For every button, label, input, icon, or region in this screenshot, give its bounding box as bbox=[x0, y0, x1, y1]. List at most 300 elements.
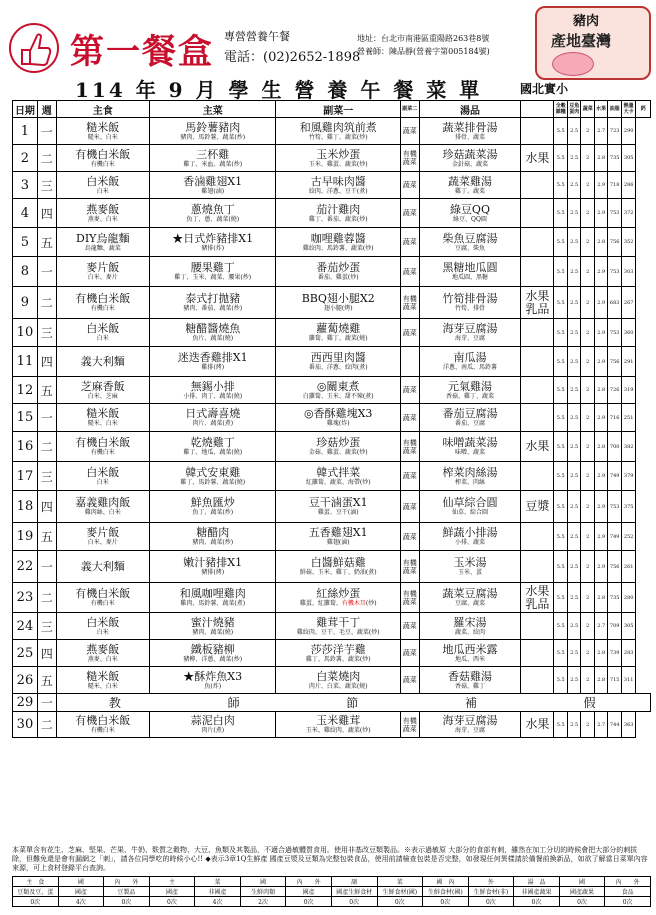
source-cell: 生鮮食材(非) bbox=[468, 887, 514, 897]
side-dish-cell-name: 咖哩雞蓉醬 bbox=[310, 231, 366, 245]
staple-cell-ingredients: 白米 bbox=[96, 628, 109, 636]
soup-cell-ingredients: 排骨、蔬菜 bbox=[454, 133, 485, 141]
weekday-cell: 四 bbox=[37, 640, 56, 667]
nutrition-cell: 5.5 bbox=[554, 491, 567, 523]
nutrition-cell: 2.5 bbox=[567, 118, 580, 145]
nutrition-cell: 2.5 bbox=[567, 228, 580, 257]
date-cell: 16 bbox=[13, 432, 38, 462]
nutrition-cell: 2 bbox=[581, 462, 594, 491]
fruit-cell bbox=[521, 462, 554, 491]
staple-cell-name: 義大利麵 bbox=[80, 560, 125, 573]
date-cell: 30 bbox=[13, 712, 38, 738]
source-cell: 副 bbox=[331, 877, 377, 887]
main-dish-cell-name: 嫩汁豬排X1 bbox=[183, 556, 243, 569]
source-cell: 內 外 bbox=[605, 877, 651, 887]
staple-cell bbox=[56, 404, 149, 432]
nutrition-cell: 2.8 bbox=[594, 377, 607, 404]
side-dish-cell bbox=[276, 667, 400, 694]
nutrition-cell: 2.9 bbox=[594, 551, 607, 583]
main-dish-cell-ingredients: 豬肉、蔬菜(燒) bbox=[192, 628, 234, 636]
staple-cell-ingredients: 糙米、白米 bbox=[87, 682, 118, 690]
menu-row bbox=[13, 347, 651, 377]
soup-cell-name: 南瓜湯 bbox=[453, 351, 487, 364]
staple-cell-name: 白米飯 bbox=[86, 174, 120, 188]
staple-cell bbox=[56, 583, 149, 613]
side-dish-cell-ingredients: 金菇、雞蛋、蔬菜(炒) bbox=[308, 449, 368, 456]
side-dish-cell-ingredients: 雞塊(炸) bbox=[326, 420, 350, 427]
weekday-cell: 二 bbox=[37, 712, 56, 738]
side-dish-cell-name: 白醬鮮菇雞 bbox=[310, 556, 366, 569]
staple-cell-ingredients: 烏龍麵、蔬菜 bbox=[84, 244, 121, 252]
nutrition-cell: 252 bbox=[621, 523, 636, 551]
source-cell: 0次 bbox=[286, 897, 332, 907]
nutrition-cell: 2 bbox=[581, 347, 594, 377]
weekday-cell: 五 bbox=[37, 228, 56, 257]
side-dish-cell-name: 雞茸干丁 bbox=[316, 615, 361, 629]
nutrition-cell: 2 bbox=[581, 118, 594, 145]
soup-cell-name: 味噌蔬菜湯 bbox=[442, 436, 498, 449]
nutrition-cell: 5.5 bbox=[554, 613, 567, 640]
nutrition-cell: 2.5 bbox=[567, 667, 580, 694]
side-dish-cell-ingredients: 竹筍、雞丁、蔬菜(炒) bbox=[308, 133, 368, 141]
soup-cell-name: 仙草綜合圓 bbox=[442, 496, 498, 509]
soup-cell-name: 海芽豆腐湯 bbox=[442, 714, 498, 727]
soup-cell bbox=[419, 287, 521, 319]
main-dish-cell-name: 糖醋醬燒魚 bbox=[185, 322, 241, 335]
nutrition-cell: 363 bbox=[621, 712, 636, 738]
nutrition-cell: 2 bbox=[581, 551, 594, 583]
holiday-char: 師 bbox=[227, 696, 242, 710]
nutrition-cell: 5.5 bbox=[554, 551, 567, 583]
staple-cell-name: DIY烏龍麵 bbox=[76, 231, 130, 245]
weekday-cell: 一 bbox=[37, 118, 56, 145]
staple-cell bbox=[56, 712, 149, 738]
vegetable-cell: 蔬菜 bbox=[400, 257, 419, 287]
side-dish-cell bbox=[276, 462, 400, 491]
nutrition-cell: 2 bbox=[581, 257, 594, 287]
vegetable-cell: 有機蔬菜 bbox=[400, 432, 419, 462]
fruit-cell bbox=[521, 551, 554, 583]
soup-cell-name: 香菇雞湯 bbox=[447, 669, 492, 683]
nutrition-cell: 753 bbox=[608, 319, 621, 347]
soup-cell-ingredients: 綠豆、QQ圓 bbox=[453, 215, 487, 223]
nutrition-cell: 5.5 bbox=[554, 172, 567, 199]
nutrition-cell: 753 bbox=[608, 491, 621, 523]
soup-cell bbox=[419, 551, 521, 583]
nutrition-cell: 360 bbox=[621, 319, 636, 347]
main-dish-cell-name: 糖醋肉 bbox=[196, 526, 230, 539]
address: 地址：台北市南港區重陽路263巷8號 bbox=[357, 34, 490, 43]
soup-cell-ingredients: 蔬菜、絞肉 bbox=[454, 628, 485, 636]
soup-cell-ingredients: 番茄、豆腐 bbox=[454, 420, 485, 427]
menu-row bbox=[13, 287, 651, 319]
col-header: 湯品 bbox=[419, 101, 521, 118]
vegetable-cell: 蔬菜 bbox=[400, 377, 419, 404]
staple-cell bbox=[56, 228, 149, 257]
fruit-cell bbox=[521, 523, 554, 551]
soup-cell-ingredients: 海芽、豆腐 bbox=[454, 335, 485, 342]
source-cell: 4次 bbox=[195, 897, 241, 907]
nutrition-cell: 2.9 bbox=[594, 287, 607, 319]
staple-cell-name: 麥片飯 bbox=[86, 526, 120, 539]
nutrition-cell: 305 bbox=[621, 613, 636, 640]
school-name: 國北實小 bbox=[520, 82, 569, 96]
vegetable-cell: 有機蔬菜 bbox=[400, 583, 419, 613]
side-dish-cell-name: 蘿蔔燒雞 bbox=[316, 322, 361, 335]
nutrition-cell: 2.9 bbox=[594, 199, 607, 228]
vegetable-cell: 蔬菜 bbox=[400, 523, 419, 551]
date-cell: 1 bbox=[13, 118, 38, 145]
source-cell: 國產 bbox=[58, 887, 104, 897]
nutrition-cell: 2.9 bbox=[594, 319, 607, 347]
main-dish-cell-ingredients: 肉片(煮) bbox=[201, 727, 225, 734]
nutrition-cell: 2.5 bbox=[567, 523, 580, 551]
side-dish-cell-name: 白菜燒肉 bbox=[316, 669, 361, 683]
source-cell: 0次 bbox=[149, 897, 195, 907]
nutrition-cell: 2.5 bbox=[567, 287, 580, 319]
side-dish-cell-ingredients: 絞肉、洋蔥、豆干(煮) bbox=[308, 187, 368, 195]
source-cell: 菜 bbox=[377, 877, 423, 887]
side-dish-cell-name: 韓式拌菜 bbox=[316, 465, 361, 479]
source-cell: 湯 品 bbox=[514, 877, 560, 887]
side-dish-cell bbox=[276, 257, 400, 287]
nutrition-cell: 5.5 bbox=[554, 319, 567, 347]
main-dish-cell-name: 鐵板豬柳 bbox=[190, 642, 235, 656]
vegetable-cell: 蔬菜 bbox=[400, 319, 419, 347]
side-dish-cell-name: 和風雞肉筑前煮 bbox=[299, 120, 377, 134]
soup-cell-ingredients: 地瓜圓、黑糖 bbox=[451, 274, 488, 281]
main-dish-cell-ingredients: 雞排(烤) bbox=[201, 364, 225, 371]
nutrition-cell: 716 bbox=[608, 404, 621, 432]
main-dish-cell bbox=[149, 667, 276, 694]
staple-cell-name: 燕麥飯 bbox=[86, 642, 120, 656]
date-cell: 25 bbox=[13, 640, 38, 667]
side-dish-cell-ingredients: 番茄、洋蔥、絞肉(煮) bbox=[308, 364, 368, 371]
main-dish-cell bbox=[149, 347, 276, 377]
nutrition-cell: 749 bbox=[608, 462, 621, 491]
side-dish-cell-ingredients: 玉米、雞絞肉、蔬菜(炒) bbox=[305, 727, 371, 734]
soup-cell bbox=[419, 462, 521, 491]
brand-name: 第一餐盒 bbox=[70, 32, 214, 72]
side-dish-cell-name: 紅絲炒蛋 bbox=[316, 587, 361, 600]
main-dish-cell bbox=[149, 404, 276, 432]
pig-icon bbox=[552, 52, 594, 76]
weekday-cell: 三 bbox=[37, 319, 56, 347]
soup-cell-ingredients: 金針菇、蔬菜 bbox=[451, 160, 488, 168]
vegetable-cell bbox=[400, 347, 419, 377]
menu-body bbox=[13, 118, 651, 738]
soup-cell-ingredients: 味噌、蔬菜 bbox=[454, 449, 485, 456]
pork-origin-badge bbox=[535, 6, 651, 80]
soup-cell-ingredients: 洋蔥、南瓜、馬鈴薯 bbox=[442, 364, 497, 371]
soup-cell-name: 黑糖地瓜圓 bbox=[442, 261, 498, 274]
nutrition-cell: 2.9 bbox=[594, 404, 607, 432]
weekday-cell: 三 bbox=[37, 172, 56, 199]
staple-cell bbox=[56, 319, 149, 347]
nutrition-cell: 709 bbox=[608, 613, 621, 640]
source-cell: 0次 bbox=[104, 897, 150, 907]
staple-cell-name: 燕麥飯 bbox=[86, 202, 120, 216]
side-dish-cell bbox=[276, 228, 400, 257]
fruit-cell: 水果 乳品 bbox=[521, 583, 554, 613]
source-cell: 4次 bbox=[58, 897, 104, 907]
staple-cell bbox=[56, 613, 149, 640]
menu-row bbox=[13, 640, 651, 667]
main-dish-cell-ingredients: 雞丁、米血、蔬菜(炒) bbox=[183, 160, 243, 168]
side-dish-cell-name: 玉米炒蛋 bbox=[316, 147, 361, 161]
source-cell: 0次 bbox=[331, 897, 377, 907]
staple-cell bbox=[56, 432, 149, 462]
phone-number: 電話：(02)2652-1898 bbox=[224, 50, 361, 65]
source-row-header bbox=[13, 877, 651, 887]
source-cell: 0次 bbox=[605, 897, 651, 907]
side-dish-cell-name: 玉米雞茸 bbox=[316, 714, 361, 727]
source-cell: 0次 bbox=[468, 897, 514, 907]
side-dish-cell-name: 西西里肉醬 bbox=[310, 351, 366, 364]
soup-cell bbox=[419, 712, 521, 738]
weekday-cell: 三 bbox=[37, 462, 56, 491]
fruit-cell bbox=[521, 667, 554, 694]
source-cell: 2次 bbox=[240, 897, 286, 907]
side-dish-cell bbox=[276, 432, 400, 462]
nutrition-cell: 2.5 bbox=[567, 613, 580, 640]
staple-cell-ingredients: 有機白米 bbox=[90, 160, 115, 168]
side-dish-cell-name: 五香雞翅X1 bbox=[308, 526, 368, 539]
side-dish-cell-ingredients: 番茄、雞蛋(炒) bbox=[317, 274, 359, 281]
side-dish-cell bbox=[276, 199, 400, 228]
main-dish-cell-name: 香滷雞翅X1 bbox=[183, 174, 243, 188]
side-dish-cell bbox=[276, 523, 400, 551]
date-cell: 23 bbox=[13, 583, 38, 613]
date-cell: 26 bbox=[13, 667, 38, 694]
col-header bbox=[521, 101, 554, 118]
nutrition-cell: 311 bbox=[621, 667, 636, 694]
soup-cell bbox=[419, 432, 521, 462]
nutrition-cell: 2.5 bbox=[567, 462, 580, 491]
nutrition-cell: 2.7 bbox=[594, 613, 607, 640]
side-dish-cell-name: ◎關東煮 bbox=[316, 379, 360, 393]
source-cell: 國 bbox=[559, 877, 605, 887]
main-dish-cell bbox=[149, 257, 276, 287]
side-dish-cell-name: 莎莎洋芋雞 bbox=[310, 642, 366, 656]
nutrition-cell: 700 bbox=[608, 432, 621, 462]
soup-cell bbox=[419, 491, 521, 523]
staple-cell-ingredients: 白米、麥片 bbox=[87, 539, 118, 546]
vegetable-cell: 有機蔬菜 bbox=[400, 551, 419, 583]
date-cell: 4 bbox=[13, 199, 38, 228]
main-dish-cell-name: 迷迭香雞排X1 bbox=[177, 351, 248, 364]
menu-row bbox=[13, 257, 651, 287]
staple-cell-ingredients: 有機白米 bbox=[90, 600, 115, 607]
page-title: 114 年 9 月 學 生 營 養 午 餐 菜 單 bbox=[75, 78, 483, 102]
nutrition-cell: 2.8 bbox=[594, 145, 607, 172]
nutrition-cell: 2 bbox=[581, 404, 594, 432]
staple-cell-ingredients: 糙米、白米 bbox=[87, 133, 118, 141]
main-dish-cell-ingredients: 魚丁、蔥、蔬菜(燒) bbox=[186, 215, 240, 223]
source-cell: 生鮮食材(國) bbox=[377, 887, 423, 897]
nutrition-cell: 2.8 bbox=[594, 228, 607, 257]
main-dish-cell bbox=[149, 523, 276, 551]
staple-cell-name: 有機白米飯 bbox=[75, 436, 131, 449]
nutrition-cell: 251 bbox=[621, 404, 636, 432]
main-dish-cell-ingredients: 雞丁、馬鈴薯、蔬菜(燒) bbox=[180, 478, 246, 486]
source-cell: 0次 bbox=[514, 897, 560, 907]
main-dish-cell bbox=[149, 432, 276, 462]
main-dish-cell bbox=[149, 228, 276, 257]
holiday-char: 補 bbox=[464, 696, 479, 710]
nutrition-cell: 756 bbox=[608, 551, 621, 583]
col-header: 主食 bbox=[56, 101, 149, 118]
side-dish-cell-ingredients: 鮮菇、玉米、雞丁、奶油(煮) bbox=[299, 569, 377, 576]
nutrition-cell: 2.9 bbox=[594, 523, 607, 551]
nutrition-cell: 2.8 bbox=[594, 640, 607, 667]
main-dish-cell bbox=[149, 640, 276, 667]
nutrition-cell: 2 bbox=[581, 613, 594, 640]
weekday-cell: 五 bbox=[37, 377, 56, 404]
staple-cell-name: 糙米飯 bbox=[86, 120, 120, 134]
staple-cell-ingredients: 白米、麥片 bbox=[87, 274, 118, 281]
nutrition-cell: 267 bbox=[621, 287, 636, 319]
nutrition-cell: 726 bbox=[608, 377, 621, 404]
nutrition-cell: 2.5 bbox=[567, 712, 580, 738]
staple-cell-ingredients: 白米 bbox=[96, 478, 109, 486]
menu-row bbox=[13, 583, 651, 613]
soup-cell bbox=[419, 583, 521, 613]
staple-cell bbox=[56, 172, 149, 199]
col-header: 日期 bbox=[13, 101, 38, 118]
side-dish-cell bbox=[276, 613, 400, 640]
side-dish-cell bbox=[276, 118, 400, 145]
soup-cell-ingredients: 海芽、豆腐 bbox=[454, 727, 485, 734]
staple-cell-ingredients: 雞肉絲、白米 bbox=[84, 509, 121, 516]
nutrition-cell: 2.9 bbox=[594, 462, 607, 491]
soup-cell-ingredients: 竹筍、排骨 bbox=[454, 305, 485, 312]
nutrition-cell: 303 bbox=[621, 257, 636, 287]
source-cell: 國 bbox=[58, 877, 104, 887]
staple-cell bbox=[56, 257, 149, 287]
soup-cell bbox=[419, 257, 521, 287]
source-cell: 內 外 bbox=[286, 877, 332, 887]
soup-cell-name: 蔬菜排骨湯 bbox=[442, 120, 498, 134]
staple-cell bbox=[56, 145, 149, 172]
thumbs-up-logo-icon bbox=[8, 20, 60, 76]
side-dish-cell-name: 番茄炒蛋 bbox=[316, 261, 361, 274]
soup-cell-name: 綠豆QQ bbox=[449, 202, 490, 216]
col-header: 熱量大卡 bbox=[621, 101, 636, 118]
nutrition-cell: 305 bbox=[621, 145, 636, 172]
soup-cell-name: 海芽豆腐湯 bbox=[442, 322, 498, 335]
nutrition-cell: 2 bbox=[581, 319, 594, 347]
staple-cell-ingredients: 有機白米 bbox=[90, 305, 115, 312]
source-cell: 生鮮食材(國) bbox=[423, 887, 469, 897]
nutrition-cell: 735 bbox=[608, 583, 621, 613]
nutrition-cell: 2.5 bbox=[567, 347, 580, 377]
fruit-cell: 水果 bbox=[521, 712, 554, 738]
weekday-cell: 一 bbox=[37, 404, 56, 432]
fruit-cell bbox=[521, 613, 554, 640]
date-cell: 11 bbox=[13, 347, 38, 377]
main-dish-cell-name: 日式壽喜燒 bbox=[185, 407, 241, 420]
soup-cell-ingredients: 雞丁、蔬菜 bbox=[454, 187, 485, 195]
nutrition-cell: 2.5 bbox=[567, 199, 580, 228]
nutrition-cell: 5.5 bbox=[554, 712, 567, 738]
nutrition-cell: 379 bbox=[621, 462, 636, 491]
staple-cell bbox=[56, 551, 149, 583]
badge-bottom-text: 產地臺灣 bbox=[551, 32, 612, 50]
main-dish-cell-ingredients: 豬柳、洋蔥、蔬菜(炒) bbox=[183, 655, 243, 663]
side-dish-cell-name: 茄汁雞肉 bbox=[316, 202, 361, 216]
staple-cell-name: 有機白米飯 bbox=[75, 292, 131, 305]
col-header: 豆魚蛋肉 bbox=[567, 101, 580, 118]
soup-cell-name: 元氣雞湯 bbox=[447, 379, 492, 393]
nutrition-cell: 2 bbox=[581, 377, 594, 404]
soup-cell bbox=[419, 228, 521, 257]
staple-cell bbox=[56, 491, 149, 523]
fruit-cell bbox=[521, 377, 554, 404]
side-dish-cell-ingredients: 雞丁、番茄、蔬菜(炒) bbox=[308, 215, 368, 223]
weekday-cell: 四 bbox=[37, 199, 56, 228]
side-dish-cell bbox=[276, 145, 400, 172]
staple-cell-name: 有機白米飯 bbox=[75, 714, 131, 727]
soup-cell bbox=[419, 404, 521, 432]
weekday-cell: 二 bbox=[37, 287, 56, 319]
nutrition-cell: 2.5 bbox=[567, 404, 580, 432]
menu-row bbox=[13, 712, 651, 738]
holiday-cell bbox=[56, 694, 650, 712]
side-dish-cell bbox=[276, 640, 400, 667]
date-cell: 8 bbox=[13, 257, 38, 287]
staple-cell-ingredients: 有機白米 bbox=[90, 727, 115, 734]
soup-cell bbox=[419, 199, 521, 228]
weekday-cell: 四 bbox=[37, 347, 56, 377]
staple-cell bbox=[56, 462, 149, 491]
nutrition-cell: 718 bbox=[608, 172, 621, 199]
source-cell: 食品 bbox=[605, 887, 651, 897]
nutrition-cell: 2.8 bbox=[594, 432, 607, 462]
address-block bbox=[357, 32, 490, 58]
side-dish-cell-ingredients: 雞丁、馬鈴薯、蔬菜(炒) bbox=[305, 655, 371, 663]
vegetable-cell: 有機蔬菜 bbox=[400, 712, 419, 738]
source-cell: 菜 bbox=[195, 877, 241, 887]
nutrition-cell: 2.5 bbox=[567, 640, 580, 667]
nutrition-cell: 2.5 bbox=[567, 257, 580, 287]
vegetable-cell: 有機蔬菜 bbox=[400, 287, 419, 319]
nutrition-cell: 5.5 bbox=[554, 462, 567, 491]
staple-cell-name: 麥片飯 bbox=[86, 261, 120, 274]
soup-cell bbox=[419, 118, 521, 145]
source-cell: 國產蔬果 bbox=[559, 887, 605, 897]
soup-cell-ingredients: 豆腐、蔬菜 bbox=[454, 600, 485, 607]
nutrition-cell: 319 bbox=[621, 377, 636, 404]
date-cell: 22 bbox=[13, 551, 38, 583]
nutrition-cell: 744 bbox=[608, 712, 621, 738]
nutrition-cell: 2 bbox=[581, 523, 594, 551]
main-dish-cell-ingredients: 雞丁、地瓜、蔬菜(燒) bbox=[183, 449, 243, 456]
nutrition-cell: 2 bbox=[581, 432, 594, 462]
main-dish-cell-name: 三杯雞 bbox=[196, 147, 230, 161]
nutrition-cell: 2.5 bbox=[567, 377, 580, 404]
date-cell: 18 bbox=[13, 491, 38, 523]
vegetable-cell: 蔬菜 bbox=[400, 404, 419, 432]
staple-cell-name: 嘉義雞肉飯 bbox=[75, 496, 131, 509]
side-dish-cell-name: 珍菇炒蛋 bbox=[316, 436, 361, 449]
menu-row bbox=[13, 523, 651, 551]
source-cell: 國 bbox=[240, 877, 286, 887]
staple-cell-name: 義大利麵 bbox=[80, 355, 125, 368]
nutrition-cell: 749 bbox=[608, 523, 621, 551]
col-header: 主菜 bbox=[149, 101, 276, 118]
nutrition-cell: 2.7 bbox=[594, 712, 607, 738]
